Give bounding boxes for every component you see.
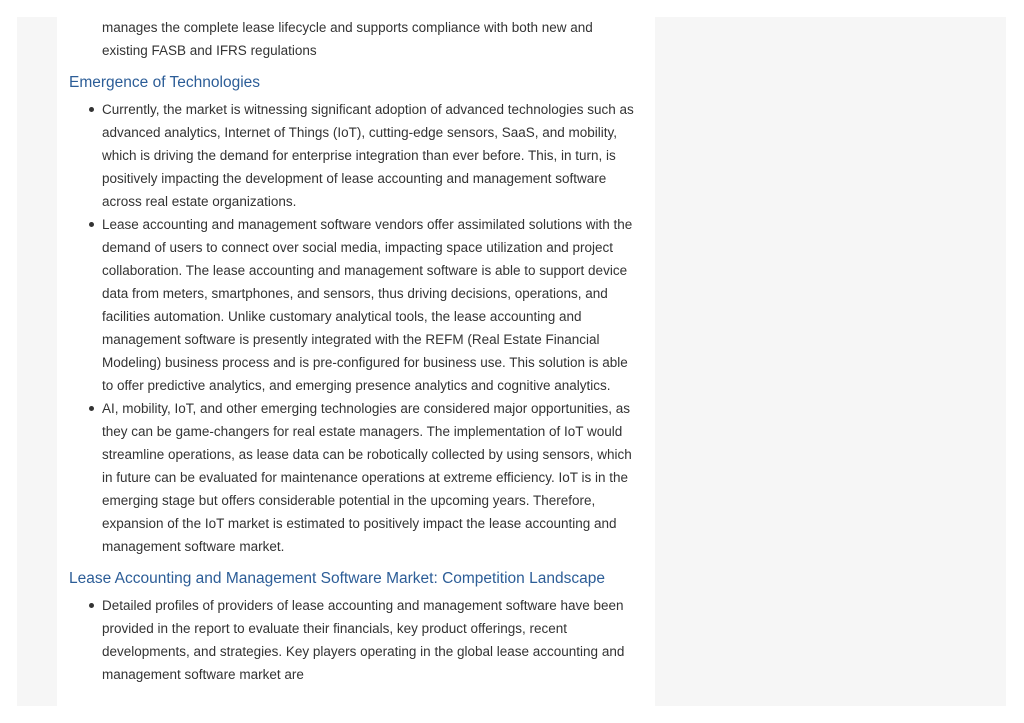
main-content <box>57 17 655 706</box>
left-gutter <box>17 17 57 706</box>
list-item: Currently, the market is witnessing significant adoption of advanced technologies such as advanced analytics, Internet of Things (IoT), cutting-edge sensors, SaaS, and mobility, which is driving the demand for enterprise integration than ever before. This, in turn, is positively impacting the development of lease accounting and management software across real estate organizations. <box>102 98 638 213</box>
competition-bullet-list <box>69 594 639 686</box>
list-item: Lease accounting and management software vendors offer assimilated solutions with the demand of users to connect over social media, impacting space utilization and project collaboration. The lease accounting and management software is able to support device data from meters, smartphones, and sensors, thus driving decisions, operations, and facilities automation. Unlike customary analytical tools, the lease accounting and management software is presently integrated with the REFM (Real Estate Financial Modeling) business process and is pre-configured for business use. This solution is able to offer predictive analytics, and emerging presence analytics and cognitive analytics. <box>102 213 638 397</box>
list-item: Detailed profiles of providers of lease accounting and management software have been provided in the report to evaluate their financials, key product offerings, recent developments, and strategies. Key players operating in the global lease accounting and management software market are <box>102 594 638 686</box>
section-heading-competition: Lease Accounting and Management Software Market: Competition Landscape <box>69 570 605 587</box>
list-item: AI, mobility, IoT, and other emerging technologies are considered major opportunities, as they can be game-changers for real estate managers. The implementation of IoT would streamline operations, as lease data can be robotically collected by using sensors, which in future can be evaluated for maintenance operations at extreme efficiency. IoT is in the emerging stage but offers considerable potential in the upcoming years. Therefore, expansion of the IoT market is estimated to positively impact the lease accounting and management software market. <box>102 397 638 558</box>
article-body <box>69 17 639 686</box>
technologies-bullet-list <box>69 98 639 558</box>
section-heading-technologies: Emergence of Technologies <box>69 74 261 91</box>
intro-paragraph: manages the complete lease lifecycle and supports compliance with both new and existing FASB and IFRS regulations <box>102 20 593 58</box>
right-sidebar <box>655 17 1006 706</box>
